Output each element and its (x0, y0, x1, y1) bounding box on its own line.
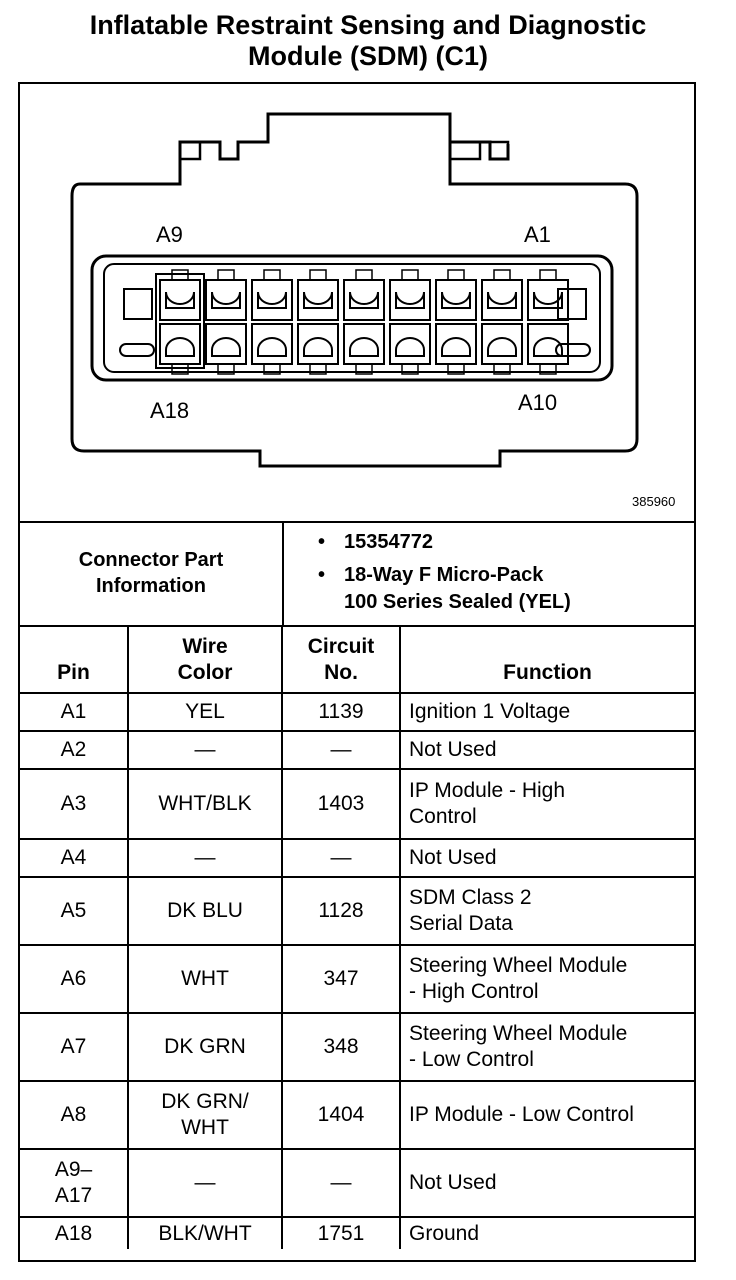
connector-info-heading-line-2: Information (96, 575, 206, 597)
wire-color-cell (128, 1081, 282, 1149)
terminal-contact (212, 338, 240, 356)
wire-color-cell (128, 693, 282, 731)
pin-line: A1 (60, 700, 87, 723)
circuit-cell: 1404 (282, 1081, 400, 1149)
terminal-contact (304, 292, 332, 308)
pinout-table (20, 625, 694, 1249)
function-line: Steering Wheel Module (409, 1022, 628, 1045)
function-line: Ignition 1 Voltage (409, 700, 571, 723)
terminal-cavity (344, 324, 384, 364)
circuit-cell: — (282, 839, 400, 877)
function-line: Control (409, 805, 477, 828)
function-cell (400, 877, 694, 945)
pin-line: A17 (54, 1184, 93, 1207)
connector-info-heading (20, 521, 284, 625)
pin-label-a18: A18 (150, 398, 190, 423)
pin-cell (20, 1217, 128, 1249)
function-line: Serial Data (409, 912, 513, 935)
terminal-cavity (160, 324, 200, 364)
terminal-contact (396, 338, 424, 356)
function-cell (400, 945, 694, 1013)
wire-color-line: — (194, 846, 216, 869)
pin-cell (20, 839, 128, 877)
header-pin: Pin (20, 625, 128, 693)
terminal-cavities (156, 270, 568, 374)
latch-right (450, 142, 508, 159)
connector-type-line-1: 18-Way F Micro-Pack (344, 564, 544, 586)
pin-cell (20, 769, 128, 839)
circuit-cell: — (282, 731, 400, 769)
table-row (20, 945, 694, 1013)
function-line: Not Used (409, 846, 497, 869)
table-row (20, 731, 694, 769)
function-cell (400, 731, 694, 769)
wire-color-cell (128, 731, 282, 769)
connector-diagram (20, 84, 694, 523)
connector-type-item (318, 562, 571, 616)
table-row (20, 839, 694, 877)
circuit-cell: — (282, 1149, 400, 1217)
terminal-cavity (390, 324, 430, 364)
pin-cell (20, 1013, 128, 1081)
pin-line: A8 (60, 1103, 87, 1126)
terminal-contact (442, 292, 470, 308)
table-row (20, 1217, 694, 1249)
function-line: - Low Control (409, 1048, 534, 1071)
function-cell (400, 769, 694, 839)
part-number: 15354772 (344, 531, 433, 553)
circuit-cell: 1139 (282, 693, 400, 731)
pin-cell (20, 877, 128, 945)
wire-color-cell (128, 1149, 282, 1217)
terminal-tab (310, 270, 326, 280)
wire-color-cell (128, 839, 282, 877)
terminal-contact (258, 292, 286, 308)
terminal-cavity (252, 324, 292, 364)
function-line: Not Used (409, 738, 497, 761)
function-cell (400, 1217, 694, 1249)
table-row (20, 769, 694, 839)
function-line: Steering Wheel Module (409, 954, 628, 977)
terminal-tab (356, 270, 372, 280)
terminal-contact (350, 338, 378, 356)
circuit-cell: 1128 (282, 877, 400, 945)
header-circuit-no: Circuit No. (282, 625, 400, 693)
wire-color-line: YEL (185, 700, 225, 723)
figure-number: 385960 (632, 494, 676, 509)
terminal-contact (166, 338, 194, 356)
pinout-table-body (20, 693, 694, 1249)
connector-type-line-2: 100 Series Sealed (YEL) (344, 591, 571, 613)
wire-color-line: WHT (181, 967, 229, 990)
wire-color-cell (128, 1217, 282, 1249)
side-peg-left (120, 344, 154, 356)
wire-color-line: — (194, 1171, 216, 1194)
wire-color-line: BLK/WHT (158, 1221, 252, 1245)
connector-info-heading-line-1: Connector Part (78, 549, 224, 571)
housing-top (130, 114, 450, 184)
circuit-cell: 1751 (282, 1217, 400, 1249)
terminal-tab (264, 270, 280, 280)
table-row (20, 1013, 694, 1081)
terminal-contact (258, 338, 286, 356)
function-line: IP Module - High (409, 779, 566, 802)
function-line: IP Module - Low Control (409, 1103, 634, 1126)
terminal-tab (540, 270, 556, 280)
wire-color-line: WHT/BLK (158, 792, 252, 815)
wire-color-cell (128, 1013, 282, 1081)
pin-line: A7 (60, 1035, 87, 1058)
pin-cell (20, 1081, 128, 1149)
header-function: Function (400, 625, 694, 693)
bullet: • (318, 531, 326, 553)
terminal-contact (304, 338, 332, 356)
terminal-tab (218, 270, 234, 280)
part-number-item (318, 529, 571, 556)
header-wire-color: Wire Color (128, 625, 282, 693)
pin-line: A2 (60, 738, 87, 761)
pin-cell (20, 731, 128, 769)
terminal-contact (350, 292, 378, 308)
terminal-contact (488, 292, 516, 308)
latch-left (180, 142, 200, 159)
pin-line: A18 (54, 1221, 93, 1245)
function-cell (400, 1149, 694, 1217)
side-slot-left (124, 289, 152, 319)
pin-line: A5 (60, 899, 87, 922)
pin-line: A6 (60, 967, 87, 990)
function-cell (400, 1081, 694, 1149)
connector-info (20, 521, 694, 627)
table-header-row (20, 625, 694, 693)
circuit-cell: 1403 (282, 769, 400, 839)
terminal-tab (448, 270, 464, 280)
terminal-cavity (482, 324, 522, 364)
function-line: Not Used (409, 1171, 497, 1194)
connector-info-details (318, 529, 571, 616)
table-row (20, 693, 694, 731)
terminal-cavity (298, 324, 338, 364)
terminal-tab (402, 270, 418, 280)
function-cell (400, 1013, 694, 1081)
wire-color-cell (128, 877, 282, 945)
connector-drawing (20, 84, 694, 521)
terminal-cavity (436, 324, 476, 364)
function-line: Ground (409, 1221, 480, 1245)
table-row (20, 877, 694, 945)
wire-color-cell (128, 945, 282, 1013)
pin-line: A4 (60, 846, 87, 869)
wire-color-line: DK BLU (167, 899, 243, 922)
title-line-1: Inflatable Restraint Sensing and Diagnostic (89, 10, 647, 40)
circuit-cell: 347 (282, 945, 400, 1013)
pin-label-a9: A9 (156, 222, 183, 247)
terminal-tab (494, 270, 510, 280)
function-cell (400, 839, 694, 877)
terminal-contact (488, 338, 516, 356)
function-line: SDM Class 2 (409, 886, 532, 909)
title-line-2: Module (SDM) (C1) (248, 41, 488, 71)
wire-color-line: DK GRN (164, 1035, 246, 1058)
circuit-cell: 348 (282, 1013, 400, 1081)
pin-line: A3 (60, 792, 87, 815)
function-cell (400, 693, 694, 731)
table-row (20, 1081, 694, 1149)
function-line: - High Control (409, 980, 539, 1003)
wire-color-line: WHT (181, 1116, 229, 1139)
terminal-contact (212, 292, 240, 308)
wire-color-line: — (194, 738, 216, 761)
pin-line: A9– (54, 1158, 93, 1181)
pin-label-a1: A1 (524, 222, 551, 247)
terminal-cavity (206, 324, 246, 364)
wire-color-line: DK GRN/ (161, 1090, 249, 1113)
table-row (20, 1149, 694, 1217)
wire-color-cell (128, 769, 282, 839)
terminal-contact (442, 338, 470, 356)
pin-cell (20, 1149, 128, 1217)
pin-label-a10: A10 (518, 390, 558, 415)
connector-sheet (18, 82, 696, 1262)
page-title (0, 10, 736, 72)
terminal-contact (396, 292, 424, 308)
pin-cell (20, 693, 128, 731)
pin-cell (20, 945, 128, 1013)
bullet: • (318, 564, 326, 586)
terminal-contact (166, 292, 194, 308)
